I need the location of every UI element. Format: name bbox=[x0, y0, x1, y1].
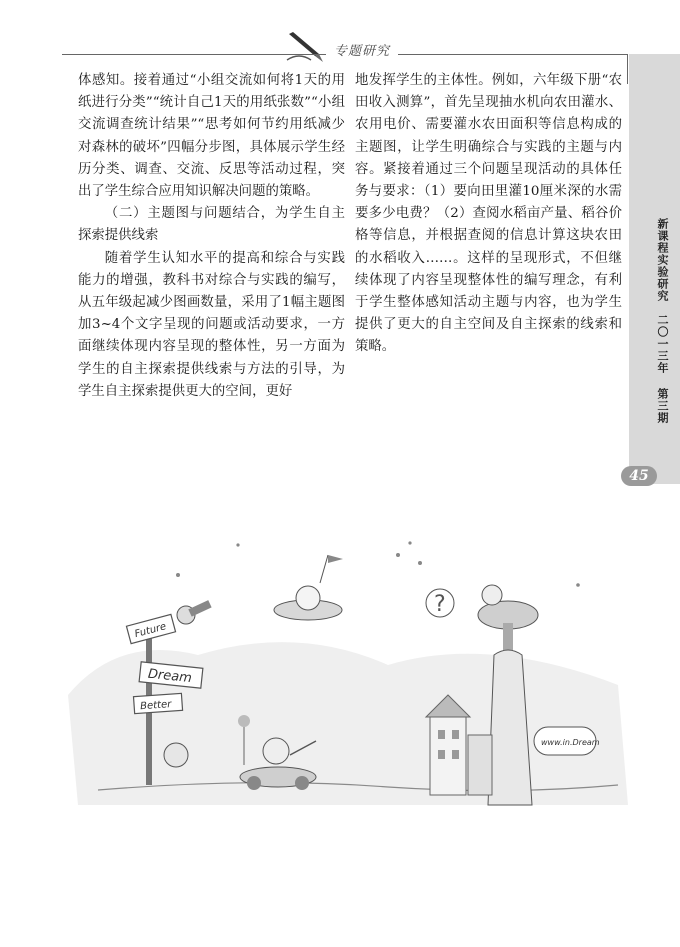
sign-better: Better bbox=[139, 699, 172, 713]
section-title: 专题研究 bbox=[326, 40, 398, 59]
subheading: （二）主题图与问题结合，为学生自主探索提供线索 bbox=[78, 206, 345, 244]
sign-future: Future bbox=[133, 621, 168, 641]
pen-icon bbox=[285, 30, 329, 64]
journal-name: 新课程实验研究 bbox=[656, 218, 669, 302]
paragraph: 地发挥学生的主体性。例如，六年级下册“农田收入测算”，首先呈现抽水机向农田灌水、农用电价、需要灌水农田面积等信息构成的主题图，让学生明确综合与实践的主题与内容。紧接着通过三个问题呈现活动的具体任务与要求：（1）要向田里灌10厘米深的水需要多少电费？（2）查阅水稻亩产量、稻谷价格等信息，并根据查阅的信息计算这块农田的水稻收入……。这样的呈现形式，不但继续体现了内容呈现整体性的编写理念，有利于学生整体感知活动主题与内容，也为学生提供了更大的自主空间及自主探索的线索和策略。 bbox=[355, 73, 622, 355]
paragraph: 体感知。接着通过“小组交流如何将1天的用纸进行分类”“统计自己1天的用纸张数”“小组交流调查统计结果”“思考如何节约用纸减少对森林的破坏”四幅分步图，具体展示学生经历分类、调查、交流、反思等活动过程，突出了学生综合应用知识解决问题的策略。 bbox=[78, 73, 345, 200]
flying-saucer bbox=[274, 555, 343, 620]
question-mark: ? bbox=[434, 592, 446, 617]
building-sign: www.in.Dream bbox=[541, 738, 600, 747]
left-column bbox=[78, 70, 345, 403]
confetti bbox=[176, 541, 580, 586]
issue-label: 二〇一三年 第三期 bbox=[656, 314, 669, 424]
right-column bbox=[355, 70, 622, 359]
sign-dream: Dream bbox=[147, 666, 193, 687]
paragraph: 随着学生认知水平的提高和综合与实践能力的增强，教科书对综合与实践的编写，从五年级起减少图画数量，采用了1幅主题图加3~4个文字呈现的问题或活动要求，一方面继续体现内容呈现的整体性，另一方面为学生的自主探索提供线索与方法的引导，为学生自主探索提供更大的空间，更好 bbox=[78, 250, 345, 399]
dream-illustration bbox=[58, 515, 638, 815]
page-number: 45 bbox=[621, 466, 657, 486]
header-rule-corner bbox=[627, 54, 628, 84]
